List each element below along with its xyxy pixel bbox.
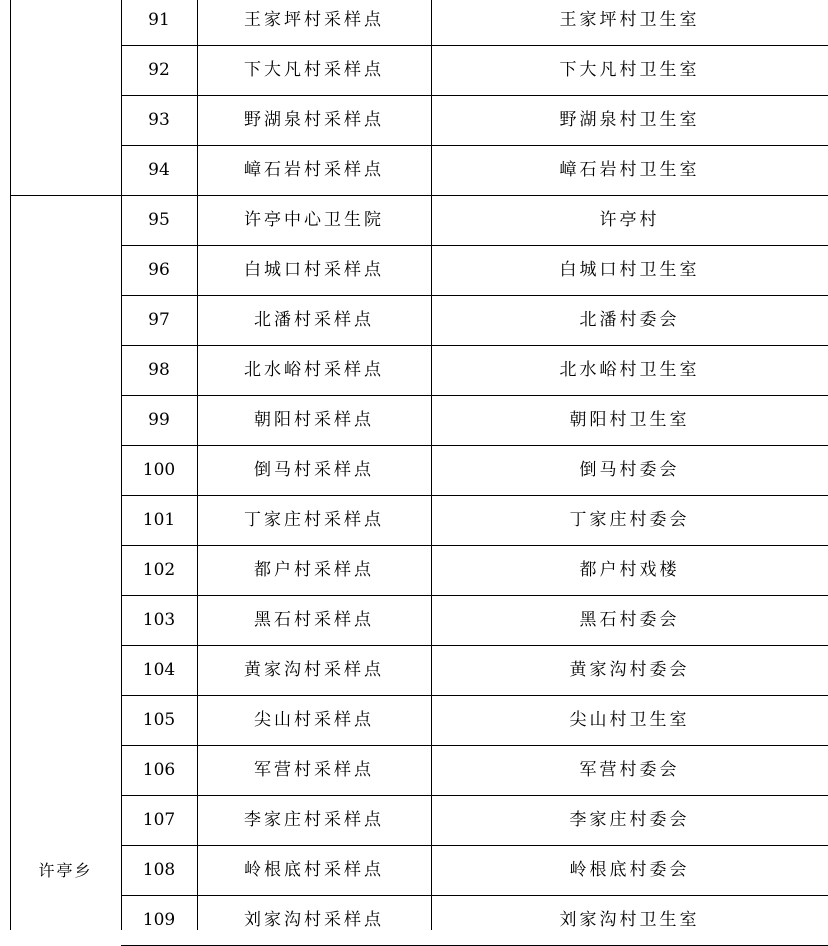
- sampling-site-name: 李家庄村采样点: [244, 810, 384, 830]
- sampling-site-name: 黑石村采样点: [254, 610, 374, 630]
- sampling-site-name: 尖山村采样点: [254, 710, 374, 730]
- row-number: 103: [142, 610, 176, 630]
- sampling-location: 北水峪村卫生室: [559, 360, 700, 380]
- row-number: 95: [148, 210, 170, 230]
- sampling-location: 尖山村卫生室: [569, 710, 690, 730]
- row-number: 108: [142, 860, 176, 880]
- sampling-site-name: 北潘村采样点: [254, 310, 374, 330]
- row-number: 91: [148, 10, 170, 30]
- sampling-site-name: 军营村采样点: [254, 760, 374, 780]
- sampling-site-name: 白城口村采样点: [244, 260, 384, 280]
- sampling-location: 北潘村委会: [579, 310, 680, 330]
- sampling-location: 许亭村: [599, 210, 660, 230]
- row-number: 100: [142, 460, 176, 480]
- sampling-site-name: 下大凡村采样点: [244, 60, 384, 80]
- table-border-left: [10, 0, 11, 930]
- sampling-location: 野湖泉村卫生室: [559, 110, 700, 130]
- row-number: 96: [148, 260, 170, 280]
- sampling-location: 下大凡村卫生室: [559, 60, 700, 80]
- sampling-location: 嶂石岩村卫生室: [559, 160, 700, 180]
- row-number: 98: [148, 360, 170, 380]
- sampling-site-name: 丁家庄村采样点: [244, 510, 384, 530]
- sampling-location: 白城口村卫生室: [559, 260, 700, 280]
- row-number: 106: [142, 760, 176, 780]
- row-number: 107: [142, 810, 176, 830]
- row-number: 92: [148, 60, 170, 80]
- sampling-site-name: 王家坪村采样点: [244, 10, 384, 30]
- row-number: 101: [142, 510, 176, 530]
- sampling-location: 倒马村委会: [579, 460, 680, 480]
- sampling-site-name: 许亭中心卫生院: [244, 210, 384, 230]
- row-number: 105: [142, 710, 176, 730]
- sampling-site-name: 黄家沟村采样点: [244, 660, 384, 680]
- township-label: 许亭乡: [38, 861, 93, 880]
- sampling-site-name: 刘家沟村采样点: [244, 910, 384, 930]
- row-number: 109: [142, 910, 176, 930]
- row-number: 93: [148, 110, 170, 130]
- sampling-site-name: 岭根底村采样点: [244, 860, 384, 880]
- sampling-location: 黄家沟村委会: [569, 660, 690, 680]
- sampling-site-name: 野湖泉村采样点: [244, 110, 384, 130]
- sampling-location: 李家庄村委会: [569, 810, 690, 830]
- sampling-location: 军营村委会: [579, 760, 680, 780]
- row-number: 102: [142, 560, 176, 580]
- sampling-site-name: 嶂石岩村采样点: [244, 160, 384, 180]
- row-number: 94: [148, 160, 170, 180]
- row-number: 99: [148, 410, 170, 430]
- row-number: 97: [148, 310, 170, 330]
- sampling-location: 黑石村委会: [579, 610, 680, 630]
- sampling-location: 岭根底村委会: [569, 860, 690, 880]
- sampling-location: 都户村戏楼: [579, 560, 680, 580]
- sampling-site-name: 朝阳村采样点: [254, 410, 374, 430]
- sampling-location: 王家坪村卫生室: [559, 10, 700, 30]
- sampling-location: 朝阳村卫生室: [569, 410, 690, 430]
- sampling-location: 丁家庄村委会: [569, 510, 690, 530]
- sampling-site-name: 都户村采样点: [254, 560, 374, 580]
- row-number: 104: [142, 660, 176, 680]
- sampling-location: 刘家沟村卫生室: [559, 910, 700, 930]
- sampling-site-name: 北水峪村采样点: [244, 360, 384, 380]
- sampling-site-name: 倒马村采样点: [254, 460, 374, 480]
